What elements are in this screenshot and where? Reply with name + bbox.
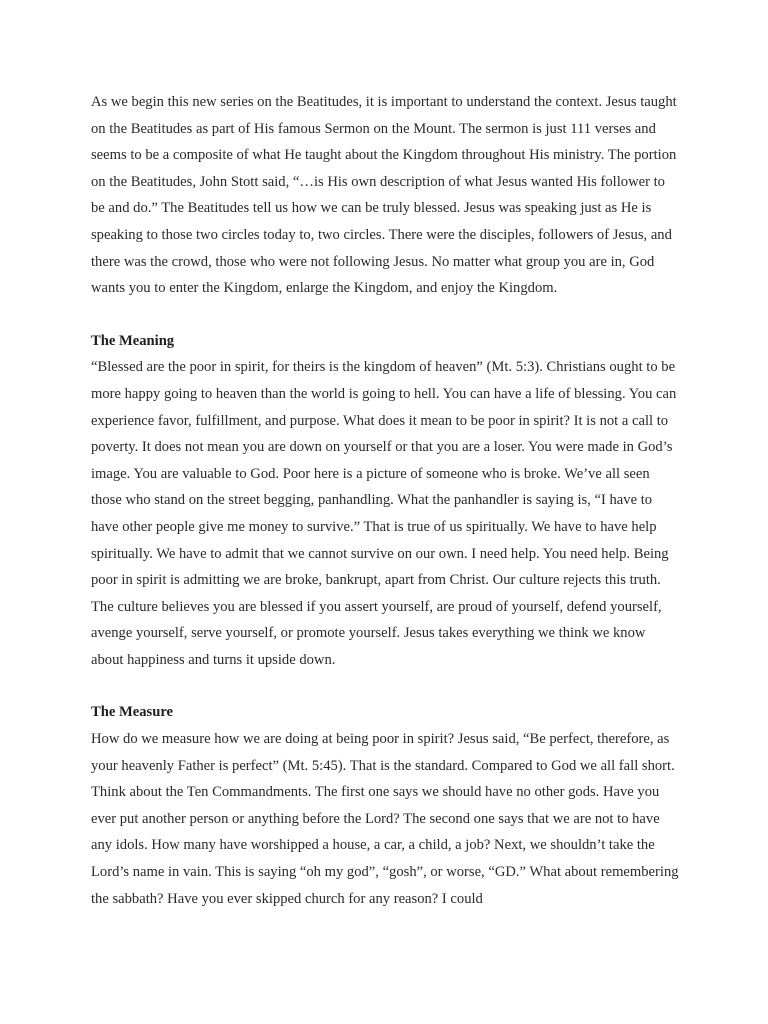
- section-body-measure: How do we measure how we are doing at being poor in spirit? Jesus said, “Be perfect, therefore, as your heavenly Father is perfect” (Mt. 5:45). That is the standard. Compared to God we all fall short. Think about the Ten Commandments. The first one says we should have no other gods. Have you ever put another person or anything before the Lord? The second one says that we are not to have any idols. How many have worshipped a house, a car, a child, a job? Next, we shouldn’t take the Lord’s name in vain. This is saying “oh my god”, “gosh”, or worse, “GD.” What about remembering the sabbath? Have you ever skipped church for any reason? I could: [91, 731, 679, 907]
- section-body-meaning: “Blessed are the poor in spirit, for theirs is the kingdom of heaven” (Mt. 5:3). Christians ought to be more happy going to heaven than the world is going to hell. You can have a life of blessing. You can experience favor, fulfillment, and purpose. What does it mean to be poor in spirit? It is not a call to poverty. It does not mean you are down on yourself or that you are a loser. You were made in God’s image. You are valuable to God. Poor here is a picture of someone who is broke. We’ve all seen those who stand on the street begging, panhandling. What the panhandler is saying is, “I have to have other people give me money to survive.” That is true of us spiritually. We have to have help spiritually. We have to admit that we cannot survive on our own. I need help. You need help. Being poor in spirit is admitting we are broke, bankrupt, apart from Christ. Our culture rejects this truth. The culture believes you are blessed if you assert yourself, are proud of yourself, defend yourself, avenge yourself, serve yourself, or promote yourself. Jesus takes everything we think we know about happiness and turns it upside down.: [91, 359, 677, 668]
- document-body: [91, 89, 681, 938]
- section-measure: [91, 699, 681, 912]
- intro-paragraph: As we begin this new series on the Beatitudes, it is important to understand the context. Jesus taught on the Beatitudes as part of His famous Sermon on the Mount. The sermon is just 111 verses and seems to be a composite of what He taught about the Kingdom throughout His ministry. The portion on the Beatitudes, John Stott said, “…is His own description of what Jesus wanted His follower to be and do.” The Beatitudes tell us how we can be truly blessed. Jesus was speaking just as He is speaking to those two circles today to, two circles. There were the disciples, followers of Jesus, and there was the crowd, those who were not following Jesus. No matter what group you are in, God wants you to enter the Kingdom, enlarge the Kingdom, and enjoy the Kingdom.: [91, 94, 677, 297]
- section-heading-measure: The Measure: [91, 704, 174, 721]
- section-meaning: [91, 328, 681, 674]
- section-heading-meaning: The Meaning: [91, 332, 175, 349]
